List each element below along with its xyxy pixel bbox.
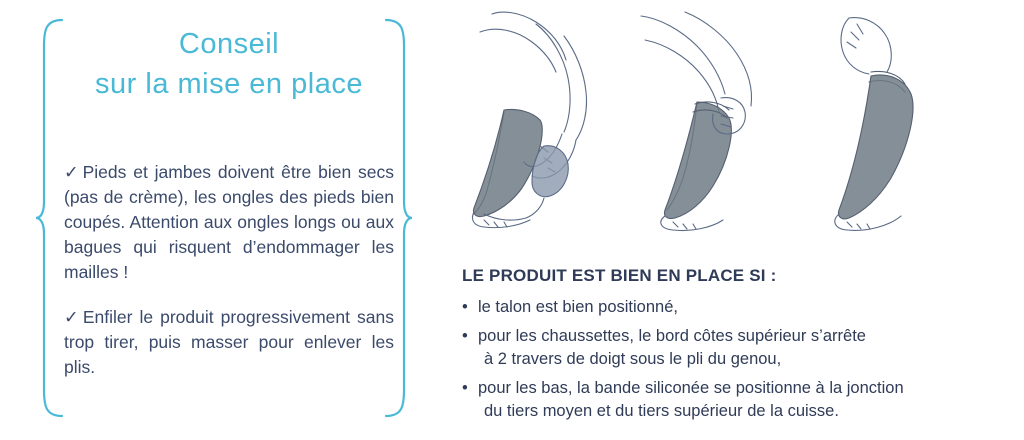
- result-list: [462, 296, 1002, 423]
- check-icon: ✓: [64, 306, 81, 327]
- advice-item: [64, 305, 394, 380]
- result-block: [462, 266, 1002, 429]
- advice-title: [66, 24, 392, 104]
- list-item-line-2: à 2 travers de doigt sous le pli du genou,: [484, 350, 782, 368]
- check-icon: ✓: [64, 161, 81, 182]
- advice-body: [64, 142, 394, 380]
- advice-item: [64, 160, 394, 285]
- leg-with-stocking-step-3-illustration: [805, 6, 1005, 246]
- list-item-line-1: pour les chaussettes, le bord côtes supérieur s’arrête: [478, 327, 866, 345]
- bullet-icon: •: [462, 327, 468, 345]
- advice-title-line-2: sur la mise en place: [95, 68, 363, 100]
- result-title: LE PRODUIT EST BIEN EN PLACE SI :: [462, 266, 777, 285]
- advice-item-text: Pieds et jambes doivent être bien secs (pas de crème), les ongles des pieds bien coupés. Attention aux ongles longs ou aux bagues qui risquent d’endommager les mailles !: [64, 161, 394, 282]
- bullet-icon: •: [462, 298, 468, 316]
- advice-title-line-1: Conseil: [178, 28, 280, 60]
- leg-with-stocking-step-1-illustration: [440, 6, 640, 246]
- advice-item-text: Enfiler le produit progressivement sans trop tirer, puis masser pour enlever les plis.: [64, 306, 394, 377]
- advice-panel: [36, 16, 412, 420]
- list-item: [462, 377, 1002, 423]
- bullet-icon: •: [462, 379, 468, 397]
- leg-with-stocking-step-2-illustration: [625, 6, 825, 246]
- list-item-line-1: pour les bas, la bande siliconée se positionne à la jonction: [478, 379, 904, 397]
- list-item-line-2: du tiers moyen et du tiers supérieur de la cuisse.: [484, 402, 839, 420]
- list-item: [462, 325, 1002, 371]
- list-item: [462, 296, 1002, 319]
- list-item-line-1: le talon est bien positionné,: [478, 298, 678, 316]
- illustration-group: [430, 6, 1010, 246]
